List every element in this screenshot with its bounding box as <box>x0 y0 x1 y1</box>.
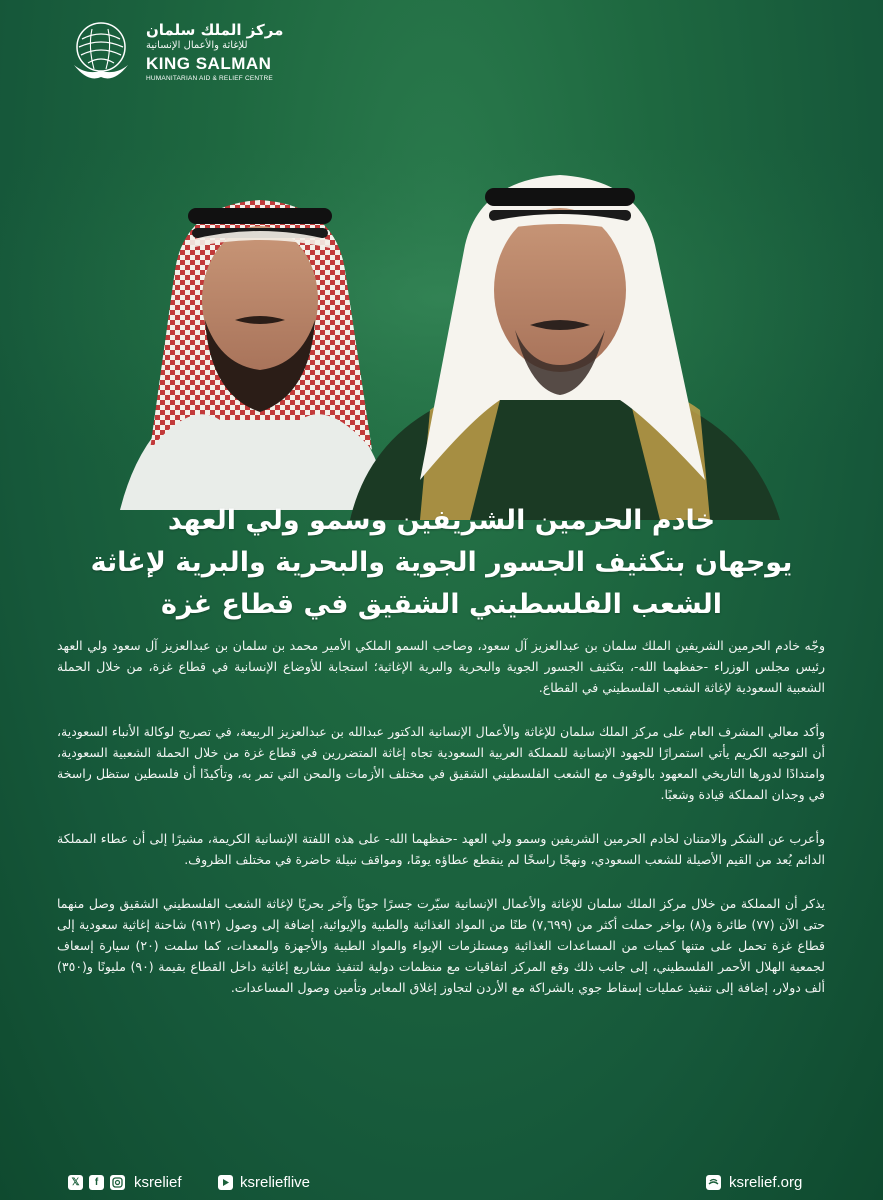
leaders-portrait-image <box>0 150 883 520</box>
article-body <box>57 635 825 1021</box>
headline-line-2: يوجهان بتكثيف الجسور الجوية والبحرية والبرية لإغاثة <box>90 547 793 578</box>
ksrelief-emblem-icon <box>68 19 134 85</box>
website-icon[interactable] <box>706 1175 721 1190</box>
facebook-icon[interactable]: f <box>89 1175 104 1190</box>
website-link[interactable]: ksrelief.org <box>729 1174 803 1191</box>
headline-line-1: خادم الحرمين الشريفين وسمو ولي العهد <box>167 505 716 536</box>
king-salman-logo <box>68 12 298 92</box>
paragraph-4: يذكر أن المملكة من خلال مركز الملك سلمان للإغاثة والأعمال الإنسانية سيّرت جسرًا جويًا وآخر بحريًا لإغاثة الشعب الفلسطيني الشقيق وصل منهما حتى الآن (٧٧) طائرة و(٨) بواخر حملت أكثر من (٧,٦٩٩) طنًا من المواد الغذائية والطبية والإيوائية، إضافة إلى وصول (٩١٢) شاحنة إغاثية سعودية إلى قطاع غزة تحمل على متنها كميات من المساعدات الغذائية ومستلزمات الإيواء والمواد الطبية والأجهزة والمعدات، كما سلمت (٢٠) سيارة إسعاف لجمعية الهلال الأحمر الفلسطيني، إلى جانب ذلك وقع المركز اتفاقيات مع منظمات دولية لتنفيذ مشاريع إغاثية داخل القطاع بقيمة (٩٠) مليونًا و(٣٥٠) ألف دولار، إضافة إلى تنفيذ عمليات إسقاط جوي بالشراكة مع الأردن لتجاوز إغلاق المعابر وتأمين وصول المساعدات. <box>57 896 825 995</box>
social-handle-link[interactable]: ksrelief <box>134 1174 182 1191</box>
logo-arabic-subtitle: للإغاثة والأعمال الإنسانية <box>146 40 248 51</box>
paragraph-2: وأكد معالي المشرف العام على مركز الملك سلمان للإغاثة والأعمال الإنسانية الدكتور عبدالله بن عبدالعزيز الربيعة، في تصريح لوكالة الأنباء السعودية، أن التوجيه الكريم يأتي استمرارًا للجهود الإنسانية للمملكة العربية السعودية تجاه إغاثة المتضررين في قطاع غزة من خلال الحملة الشعبية السعودية، وامتدادًا لدورها التاريخي المعهود بالوقوف مع الشعب الفلسطيني الشقيق في مختلف الأزمات والمحن التي تمر به، وتأكيدًا أن فلسطين ستظل راسخة في وجدان المملكة قيادة وشعبًا. <box>57 724 825 802</box>
headline-line-3: الشعب الفلسطيني الشقيق في قطاع غزة <box>160 589 723 620</box>
paragraph-3: وأعرب عن الشكر والامتنان لخادم الحرمين الشريفين وسمو ولي العهد -حفظهما الله- على هذه اللفتة الإنسانية الكريمة، مشيرًا إلى أن عطاء المملكة الدائم يُعد من القيم الأصيلة للشعب السعودي، ونهجًا راسخًا لم ينقطع عطاؤه يومًا، ومواقف نبيلة حاضرة في مختلف الظروف. <box>57 831 825 867</box>
logo-arabic-title: مركز الملك سلمان <box>146 21 284 39</box>
footer <box>0 1172 883 1200</box>
youtube-icon[interactable] <box>218 1175 233 1190</box>
live-handle-link[interactable]: ksrelieflive <box>240 1174 311 1191</box>
logo-english-title: KING SALMAN <box>146 54 272 73</box>
instagram-icon[interactable] <box>110 1175 125 1190</box>
logo-english-subtitle: HUMANITARIAN AID & RELIEF CENTRE <box>146 75 273 82</box>
paragraph-1: وجّه خادم الحرمين الشريفين الملك سلمان بن عبدالعزيز آل سعود، وصاحب السمو الملكي الأمير محمد بن سلمان بن عبدالعزيز آل سعود ولي العهد رئيس مجلس الوزراء -حفظهما الله-، بتكثيف الجسور الجوية والبحرية والبرية الإغاثية؛ استجابة للأوضاع الإنسانية في قطاع غزة، من خلال الحملة الشعبية السعودية لإغاثة الشعب الفلسطيني في القطاع. <box>57 638 825 695</box>
x-icon[interactable]: 𝕏 <box>68 1175 83 1190</box>
headline <box>40 500 843 626</box>
